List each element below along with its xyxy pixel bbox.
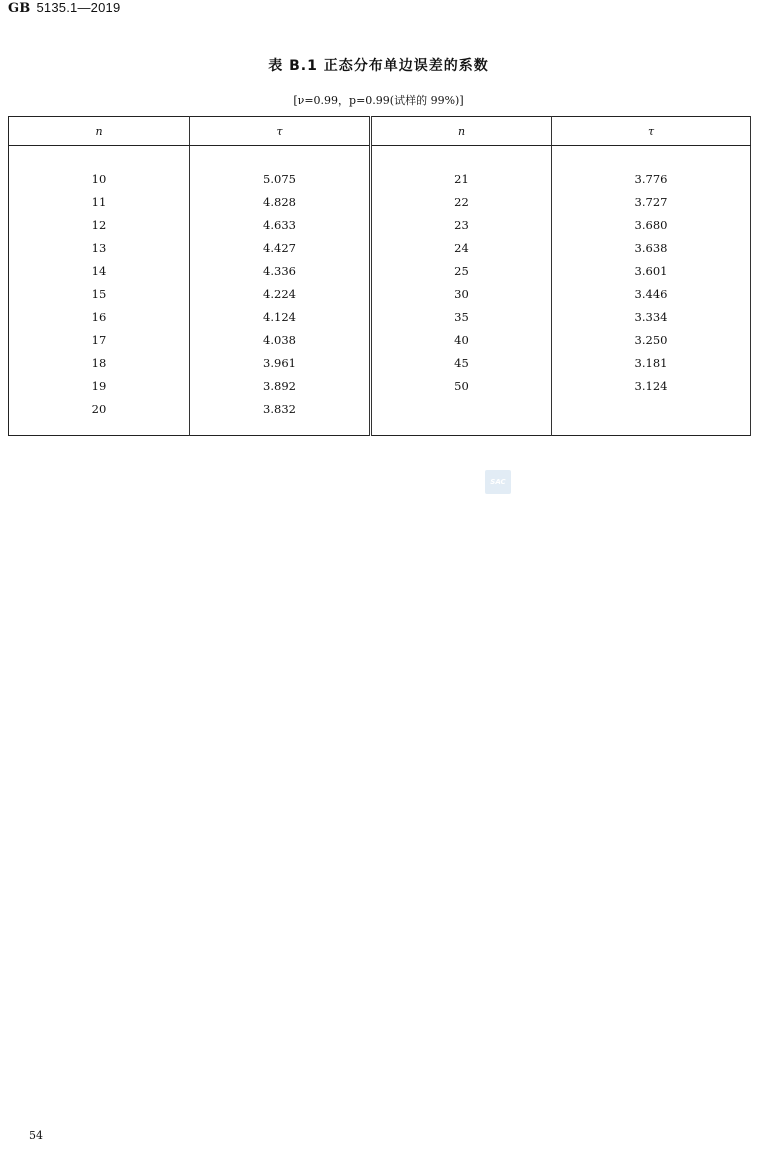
table-cell: 20	[91, 402, 107, 416]
table-cell: 12	[91, 218, 107, 232]
list-n-left	[9, 146, 189, 421]
document-header	[8, 0, 120, 16]
header-tau-left: τ	[190, 117, 371, 146]
table-cell: 3.961	[263, 356, 296, 370]
table-cell: 3.446	[634, 287, 668, 301]
list-tau-left	[190, 146, 369, 421]
table-cell: 14	[91, 264, 107, 278]
table-cell: 3.727	[634, 195, 668, 209]
table-body-row	[9, 146, 751, 436]
standard-code: GB	[8, 1, 31, 16]
table-cell: 3.601	[634, 264, 668, 278]
page-number: 54	[29, 1129, 43, 1142]
list-n-right	[372, 146, 551, 398]
table-cell: 3.638	[634, 241, 668, 255]
table-cell: 30	[454, 287, 469, 301]
table-cell: 4.828	[263, 195, 296, 209]
table-cell: 4.038	[263, 333, 296, 347]
table-cell: 3.832	[263, 402, 296, 416]
table-header-row	[9, 117, 751, 146]
header-n-left: n	[9, 117, 190, 146]
watermark-text: SAC	[490, 478, 506, 486]
table-cell: 24	[454, 241, 469, 255]
table-cell: 40	[454, 333, 469, 347]
column-tau-right	[552, 146, 751, 436]
table-cell: 10	[91, 172, 107, 186]
table-cell: 11	[91, 195, 107, 209]
table-cell: 45	[454, 356, 469, 370]
table-cell: 23	[454, 218, 469, 232]
table-cell: 3.250	[634, 333, 668, 347]
coefficient-table	[8, 116, 751, 436]
header-n-right: n	[371, 117, 552, 146]
column-n-left	[9, 146, 190, 436]
table-cell: 4.224	[263, 287, 296, 301]
table-cell: 4.427	[263, 241, 296, 255]
table-cell: 4.124	[263, 310, 296, 324]
list-tau-right	[552, 146, 750, 398]
table-cell: 15	[91, 287, 107, 301]
table-cell: 22	[454, 195, 469, 209]
column-n-right	[371, 146, 552, 436]
table-cell: 35	[454, 310, 469, 324]
table-cell: 3.124	[634, 379, 668, 393]
table-subtitle: [ν=0.99，p=0.99(试样的 99%)]	[293, 94, 464, 107]
table-cell: 5.075	[263, 172, 296, 186]
table-cell: 21	[454, 172, 469, 186]
standard-number: 5135.1—2019	[36, 0, 121, 15]
header-tau-right: τ	[552, 117, 751, 146]
table-cell: 19	[91, 379, 107, 393]
table-cell: 3.181	[634, 356, 668, 370]
table-cell: 3.892	[263, 379, 296, 393]
table-cell: 17	[91, 333, 107, 347]
table-title: 表 B.1 正态分布单边误差的系数	[268, 58, 489, 74]
table-cell: 18	[91, 356, 107, 370]
sac-watermark-logo	[485, 470, 511, 494]
table-cell: 25	[454, 264, 469, 278]
table-cell: 3.776	[634, 172, 668, 186]
column-tau-left	[190, 146, 371, 436]
table-cell: 3.680	[634, 218, 668, 232]
table-cell: 50	[454, 379, 469, 393]
table-cell: 4.336	[263, 264, 296, 278]
table-cell: 13	[91, 241, 107, 255]
table-cell: 3.334	[634, 310, 668, 324]
table-cell: 16	[91, 310, 107, 324]
table-cell: 4.633	[263, 218, 296, 232]
